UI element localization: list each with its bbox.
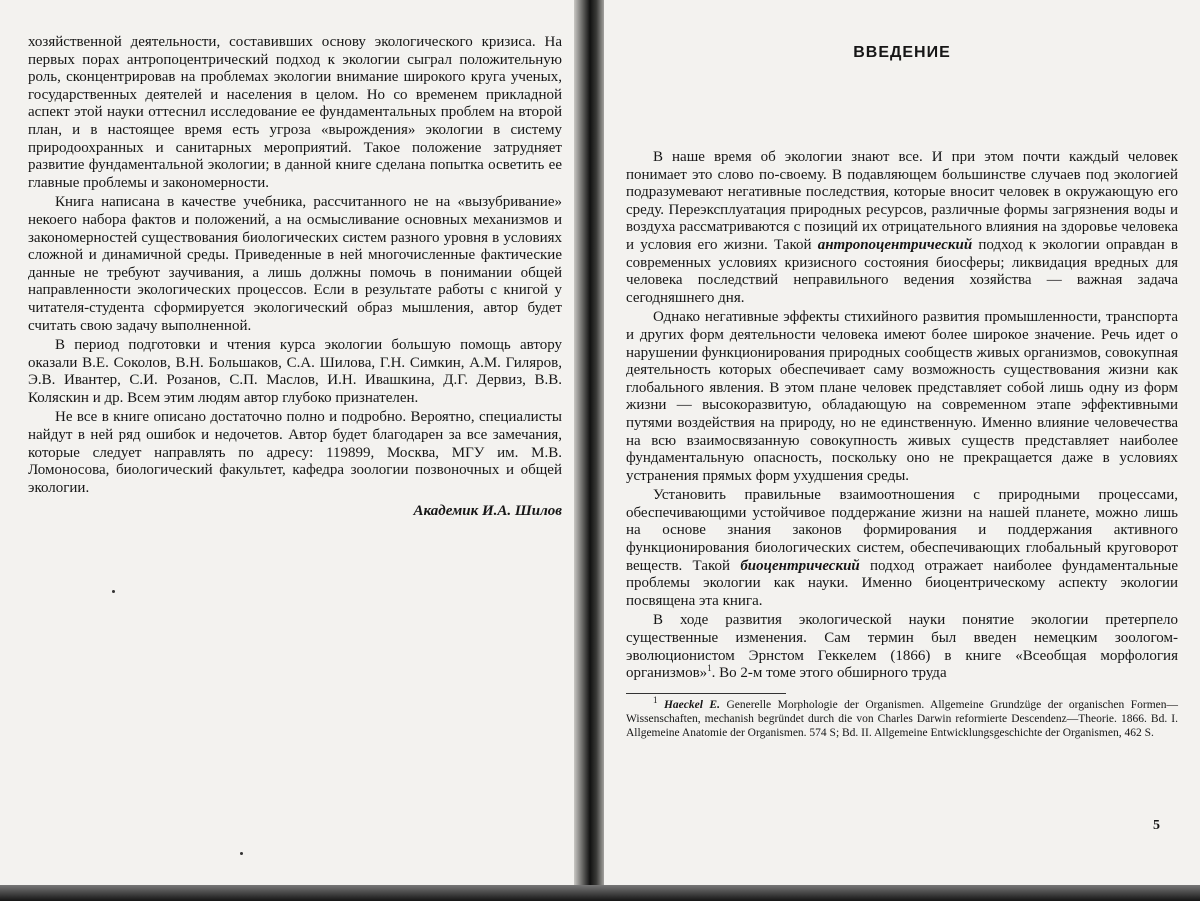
paragraph-text: Установить правильные взаимоотношения с природными процессами, обеспечивающими устойчивое поддержание жизни на нашей планете, можно лишь на основе знания законов формирования и поддержания активного функционирования биологических систем, обеспечивающих глобальный круговорот веществ. Такой <box>626 487 1178 574</box>
paragraph-text: В наше время об экологии знают все. И при этом почти каждый человек понимает это слово по-своему. В подавляющем большинстве случаев под экологией подразумевают негативные последствия, которые вносит человек в окружающую его среду. Переэксплуатация природных ресурсов, различные формы загрязнения воды и воздуха рассматриваются с позиций их отрицательного влияния на здоровье человека и условия его жизни. Такой <box>626 149 1178 253</box>
emphasis-term: биоцентрический <box>740 557 860 574</box>
footnote-divider <box>626 693 786 694</box>
signature: Академик И.А. Шилов <box>413 503 562 520</box>
paragraph-text: подход к экологии оправдан в современных условиях кризисного состояния биосферы; ликвидация вредных для человека последствий неправильного ведения хозяйства — важная задача сегодняшнего дня. <box>626 236 1179 306</box>
right-paragraph-3 <box>626 487 1178 610</box>
footnote-ref: 1 <box>707 663 712 674</box>
chapter-heading: ВВЕДЕНИЕ <box>853 44 951 61</box>
footnote-text: Generelle Morphologie der Organismen. Allgemeine Grundzüge der organischen Formen—Wissenschaften, mechanish begründet durch die von Charles Darwin reformierte Descendenz—Theorie. 1866. Bd. I. Allgemeine Anatomie der Organismen. 574 S; Bd. II. Allgemeine Entwicklungsgeschichte der Organismen, 462 S. <box>626 698 1179 739</box>
left-paragraph-3: В период подготовки и чтения курса экологии большую помощь автору оказали В.Е. Соколов, В.Н. Большаков, С.А. Шилова, Г.Н. Симкин, А.М. Гиляров, Э.В. Ивантер, С.И. Розанов, С.П. Маслов, И.Н. Ивашкина, Д.Г. Дервиз, В.В. Коляскин и др. Всем этим людям автор глубоко признателен. <box>28 337 562 406</box>
footnote-author: Haeckel E. <box>663 698 720 711</box>
scan-bottom-edge <box>0 885 1200 901</box>
paragraph-text: . Во 2-м томе этого обширного труда <box>711 665 947 682</box>
paragraph-text: В ходе развития экологической науки понятие экологии претерпело существенные изменения. Сам термин был введен немецким зоологом-эволюционистом Эрнстом Геккелем (1866) в книге «Всеобщая морфология организмов» <box>626 612 1178 682</box>
print-speck <box>240 852 243 855</box>
right-paragraph-1 <box>626 149 1178 307</box>
print-speck <box>112 590 115 593</box>
right-page <box>604 0 1200 901</box>
left-paragraph-1: хозяйственной деятельности, составивших основу экологического кризиса. На первых порах антропоцентрический подход к экологии сыграл положительную роль, сконцентрировав на проблемах экологии внимание широкого круга ученых, государственных деятелей и населения в целом. Но со временем прикладной аспект этой науки оттеснил исследование ее фундаментальных проблем на второй план, и в настоящее время есть угроза «вырождения» экологии в систему природоохранных и санитарных мероприятий. Такое положение затрудняет развитие фундаментальной экологии; в данной книге сделана попытка осветить ее главные проблемы и закономерности. <box>28 34 562 191</box>
paragraph-text: подход отражает наиболее фундаментальные проблемы экологии как науки. Именно биоцентрическому аспекту экологии посвящена эта книга. <box>626 557 1179 609</box>
page-number: 5 <box>1153 818 1160 833</box>
right-paragraph-4 <box>626 612 1178 682</box>
left-paragraph-2: Книга написана в качестве учебника, рассчитанного не на «вызубривание» некоего набора фактов и положений, а на осмысливание основных механизмов и закономерностей существования биологических систем разного уровня в условиях сложной и динамичной среды. Приведенные в ней многочисленные фактические данные не требуют заучивания, а лишь должны помочь в понимании общей направленности экологических процессов. Если в результате работы с книгой у читателя-студента сформируется экологический образ мышления, автор будет считать свою задачу выполненной. <box>28 194 562 334</box>
left-paragraph-4: Не все в книге описано достаточно полно и подробно. Вероятно, специалисты найдут в ней ряд ошибок и недочетов. Автор будет благодарен за все замечания, которые следует направлять по адресу: 119899, Москва, МГУ им. М.В. Ломоносова, биологический факультет, кафедра зоологии позвоночных и общей экологии. <box>28 409 562 496</box>
footnote-marker: 1 <box>653 694 658 705</box>
emphasis-term: антропоцентрический <box>817 236 973 253</box>
right-paragraph-2: Однако негативные эффекты стихийного развития промышленности, транспорта и других форм деятельности человека имеют более широкое значение. Речь идет о нарушении функционирования природных сообществ живых организмов, совокупная деятельность которых обеспечивает саму возможность существования жизни как глобального явления. В этом плане человек представляет собой лишь одну из форм жизни — высокоразвитую, обладающую на современном этапе эффективными путями воздействия на природу, но не единственную. Именно влияние человечества на всю взаимосвязанную совокупность живых существ представляет наиболее фундаментальную опасность, поскольку оно не прекращается даже в условиях устранения прямых форм ухудшения среды. <box>626 309 1178 484</box>
left-page <box>0 0 588 901</box>
footnote <box>626 694 1179 740</box>
book-spine <box>574 0 606 901</box>
